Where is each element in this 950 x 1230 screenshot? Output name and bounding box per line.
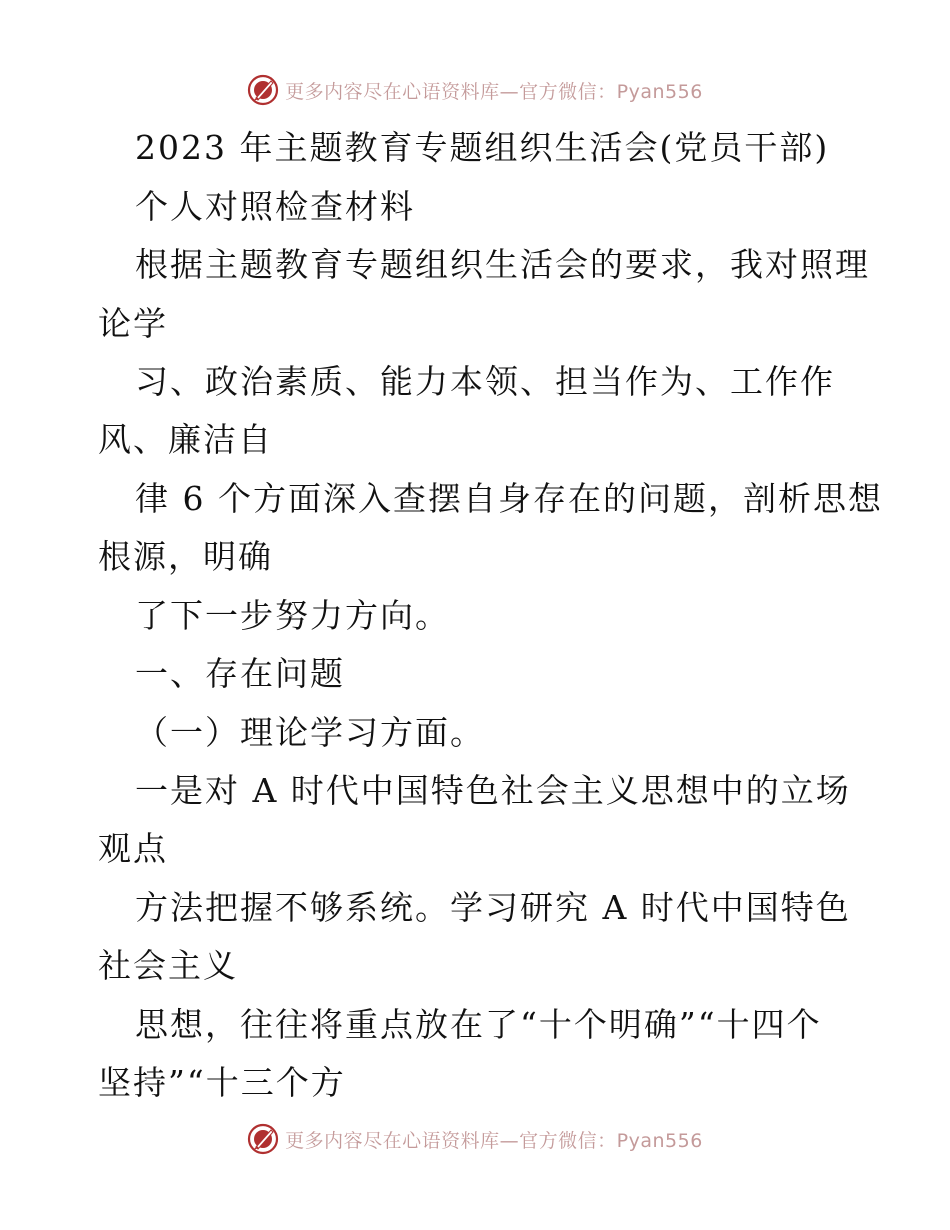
watermark-text: 更多内容尽在心语资料库—官方微信：Pyan556 xyxy=(285,80,703,103)
paragraph-line: 根源，明确 xyxy=(98,537,273,576)
paragraph-line: 风、廉洁自 xyxy=(98,420,273,459)
pen-seal-icon xyxy=(247,74,279,106)
document-title-line-1: 2023 年主题教育专题组织生活会(党员干部) xyxy=(135,128,830,167)
paragraph-line: 了下一步努力方向。 xyxy=(135,596,450,635)
document-title-line-2: 个人对照检查材料 xyxy=(135,187,415,226)
subsection-heading: （一）理论学习方面。 xyxy=(135,713,485,752)
paragraph-line: 方法把握不够系统。学习研究 A 时代中国特色 xyxy=(135,888,851,927)
pen-seal-icon xyxy=(247,1123,279,1155)
paragraph-line: 论学 xyxy=(98,304,168,343)
paragraph-line: 一是对 A 时代中国特色社会主义思想中的立场 xyxy=(135,771,851,810)
paragraph-line: 根据主题教育专题组织生活会的要求，我对照理 xyxy=(135,245,870,284)
section-heading: 一、存在问题 xyxy=(135,654,345,693)
paragraph-line: 社会主义 xyxy=(98,946,238,985)
footer-watermark xyxy=(0,1119,950,1159)
paragraph-line: 律 6 个方面深入查摆自身存在的问题，剖析思想 xyxy=(135,479,883,518)
header-watermark xyxy=(0,70,950,110)
paragraph-line: 思想，往往将重点放在了“十个明确”“十四个 xyxy=(135,1005,822,1044)
paragraph-line: 坚持”“十三个方 xyxy=(98,1063,346,1102)
paragraph-line: 观点 xyxy=(98,829,168,868)
paragraph-line: 习、政治素质、能力本领、担当作为、工作作 xyxy=(135,362,835,401)
watermark-text: 更多内容尽在心语资料库—官方微信：Pyan556 xyxy=(285,1129,703,1152)
